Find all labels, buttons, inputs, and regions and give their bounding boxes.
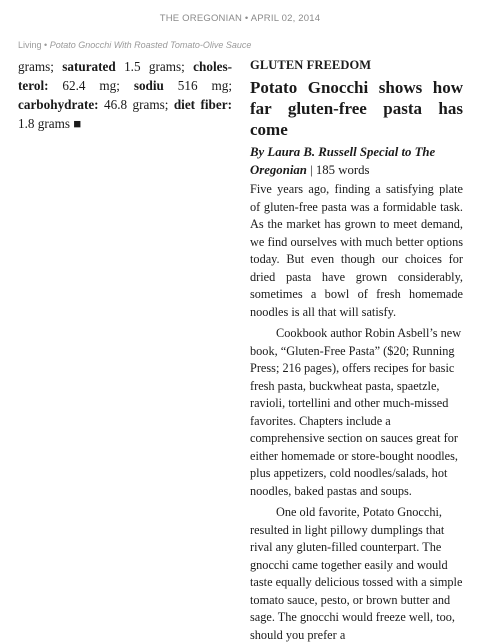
byline-separator: | [306,162,316,177]
breadcrumb-story: Potato Gnocchi With Roasted Tomato-Olive Sauce [49,40,252,50]
nutrition-label-sodium: sodiu [133,78,164,93]
breadcrumb-section[interactable]: Living [18,40,42,50]
word-count: 185 words [315,162,370,177]
nutrition-label-saturated: saturated [62,59,116,74]
nutrition-text: grams; [18,59,63,74]
byline-author: By Laura B. Russell Special to The Oregonian [250,145,436,177]
end-of-story-mark: ■ [73,116,82,131]
article-kicker: GLUTEN FREEDOM [250,58,372,72]
nutrition-text: 62.4 mg; [48,78,134,93]
nutrition-text: 1.8 grams [18,116,74,131]
article-paragraph: Five years ago, finding a satisfying plate of gluten-free pasta was a formidable task. As the market has grown to meet demand, we find ourselves with much better options today. But even though our choices for dried pasta have grown considerably, sometimes a bowl of fresh homemade noodles is all that will satisfy. [250,182,463,319]
nutrition-label-carbohydrate: carbohydrate: [18,97,99,112]
article-headline[interactable]: Potato Gnocchi shows how far gluten-free pasta has come [250,78,463,139]
breadcrumb [18,40,468,50]
nutrition-text: 516 mg; [163,78,232,93]
nutrition-label-fiber: diet fiber: [173,97,232,112]
nutrition-continuation [18,57,232,133]
article-paragraph: One old favorite, Potato Gnocchi, resulted in light pillowy dumplings that rival any gluten-filled counterpart. The gnocchi came together easily and would taste equally delicious tossed with a simple tomato sauce, pesto, or brown butter and sage. The gnocchi would freeze well, too, should you prefer a [250,505,463,642]
breadcrumb-separator: • [44,40,48,50]
article-column [250,57,463,644]
nutrition-label-cholesterol: choles-terol: [18,59,232,93]
masthead: THE OREGONIAN • APRIL 02, 2014 [159,13,321,24]
article-paragraph: Cookbook author Robin Asbell’s new book, “Gluten-Free Pasta” ($20; Running Press; 216 pages), offers recipes for basic fresh pasta, buckwheat pasta, spaetzle, ravioli, tortellini and other much-missed favorites. Chapters include a comprehensive section on sauces great for either homemade or store-bought noodles, plus appetizers, cold noodles/salads, hot noodles, baked pastas and soups. [250,326,462,498]
nutrition-text: 46.8 grams; [98,97,174,112]
nutrition-text: 1.5 grams; [115,59,194,74]
article-byline [250,144,463,179]
